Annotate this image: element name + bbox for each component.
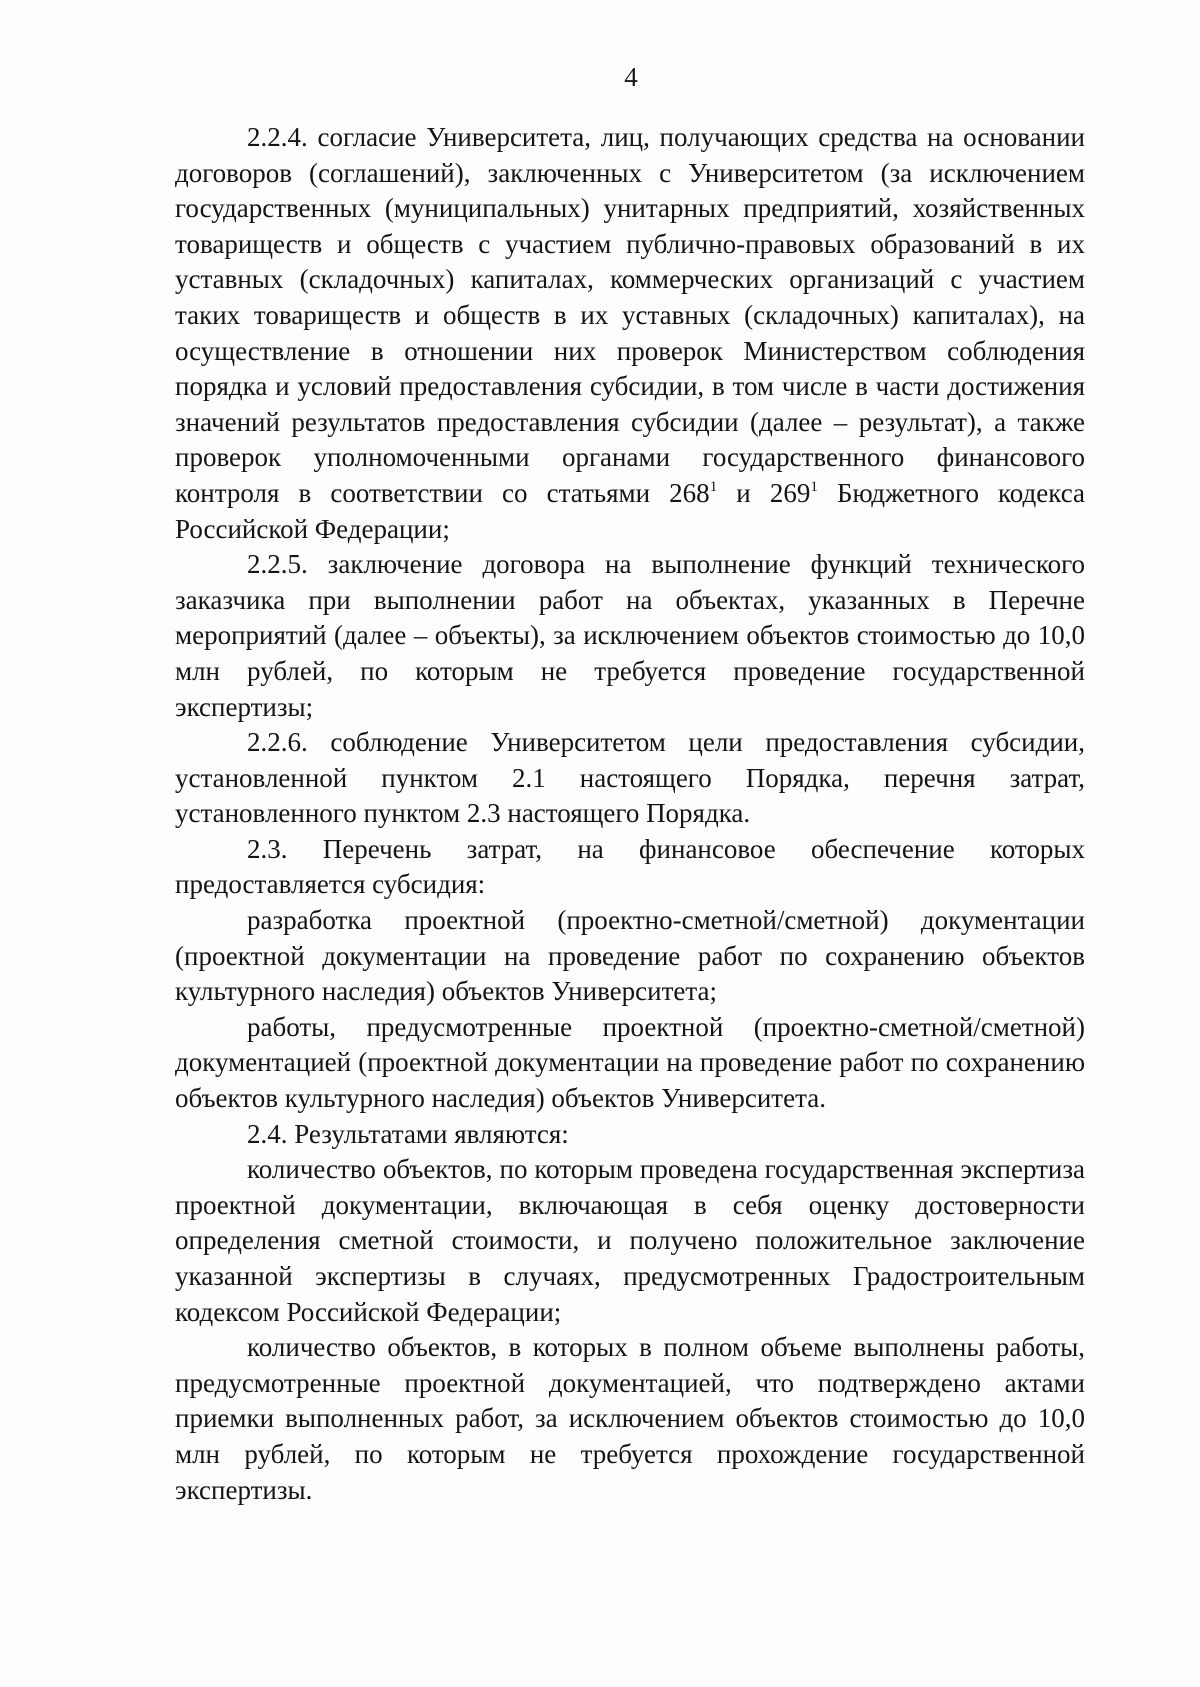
- superscript-article-269: 1: [810, 478, 818, 495]
- paragraph-2-2-4-text-middle: и 269: [717, 477, 811, 508]
- paragraph-2-4: 2.4. Результатами являются:: [247, 1118, 569, 1149]
- paragraph-2-2-4-text-after: Бюджетного кодекса Российской Федерации;: [175, 477, 1085, 544]
- paragraph-2-3-item-1: разработка проектной (проектно-сметной/сметной) документации (проектной документации на проведение работ по сохранению объектов культурного наследия) объектов Университета;: [175, 905, 1085, 1007]
- paragraph-2-4-item-2: количество объектов, в которых в полном объеме выполнены работы, предусмотренные проектной документацией, что подтверждено актами приемки выполненных работ, за исключением объектов стоимостью до 10,0 млн рублей, по которым не требуется прохождение государственной экспертизы.: [175, 1332, 1085, 1505]
- paragraph-2-2-4-text-before: 2.2.4. согласие Университета, лиц, получающих средства на основании договоров (соглашений), заключенных с Университетом (за исключением государственных (муниципальных) унитарных предприятий, хозяйственных товариществ и обществ с участием публично-правовых образований в их уставных (складочных) капиталах, коммерческих организаций с участием таких товариществ и обществ в их уставных (складочных) капиталах), на осуществление в отношении них проверок Министерством соблюдения порядка и условий предоставления субсидии, в том числе в части достижения значений результатов предоставления субсидии (далее – результат), а также проверок уполномоченными органами государственного финансового контроля в соответствии со статьями 268: [175, 122, 1085, 508]
- page-number: 4: [624, 62, 638, 92]
- paragraph-2-4-item-1: количество объектов, по которым проведена государственная экспертиза проектной документации, включающая в себя оценку достоверности определения сметной стоимости, и получено положительное заключение указанной экспертизы в случаях, предусмотренных Градостроительным кодексом Российской Федерации;: [175, 1154, 1085, 1327]
- paragraph-2-2-4: [175, 120, 1085, 547]
- paragraph-2-3: 2.3. Перечень затрат, на финансовое обеспечение которых предоставляется субсидия:: [175, 833, 1085, 900]
- paragraph-2-2-6: 2.2.6. соблюдение Университетом цели предоставления субсидии, установленной пунктом 2.1 настоящего Порядка, перечня затрат, установленного пунктом 2.3 настоящего Порядка.: [175, 727, 1085, 829]
- superscript-article-268: 1: [709, 478, 718, 495]
- paragraph-2-3-item-2: работы, предусмотренные проектной (проектно-сметной/сметной) документацией (проектной документации на проведение работ по сохранению объектов культурного наследия) объектов Университета.: [175, 1011, 1085, 1114]
- paragraph-2-2-5: 2.2.5. заключение договора на выполнение функций технического заказчика при выполнении работ на объектах, указанных в Перечне мероприятий (далее – объекты), за исключением объектов стоимостью до 10,0 млн рублей, по которым не требуется проведение государственной экспертизы;: [175, 549, 1085, 722]
- document-body: [175, 120, 1085, 1508]
